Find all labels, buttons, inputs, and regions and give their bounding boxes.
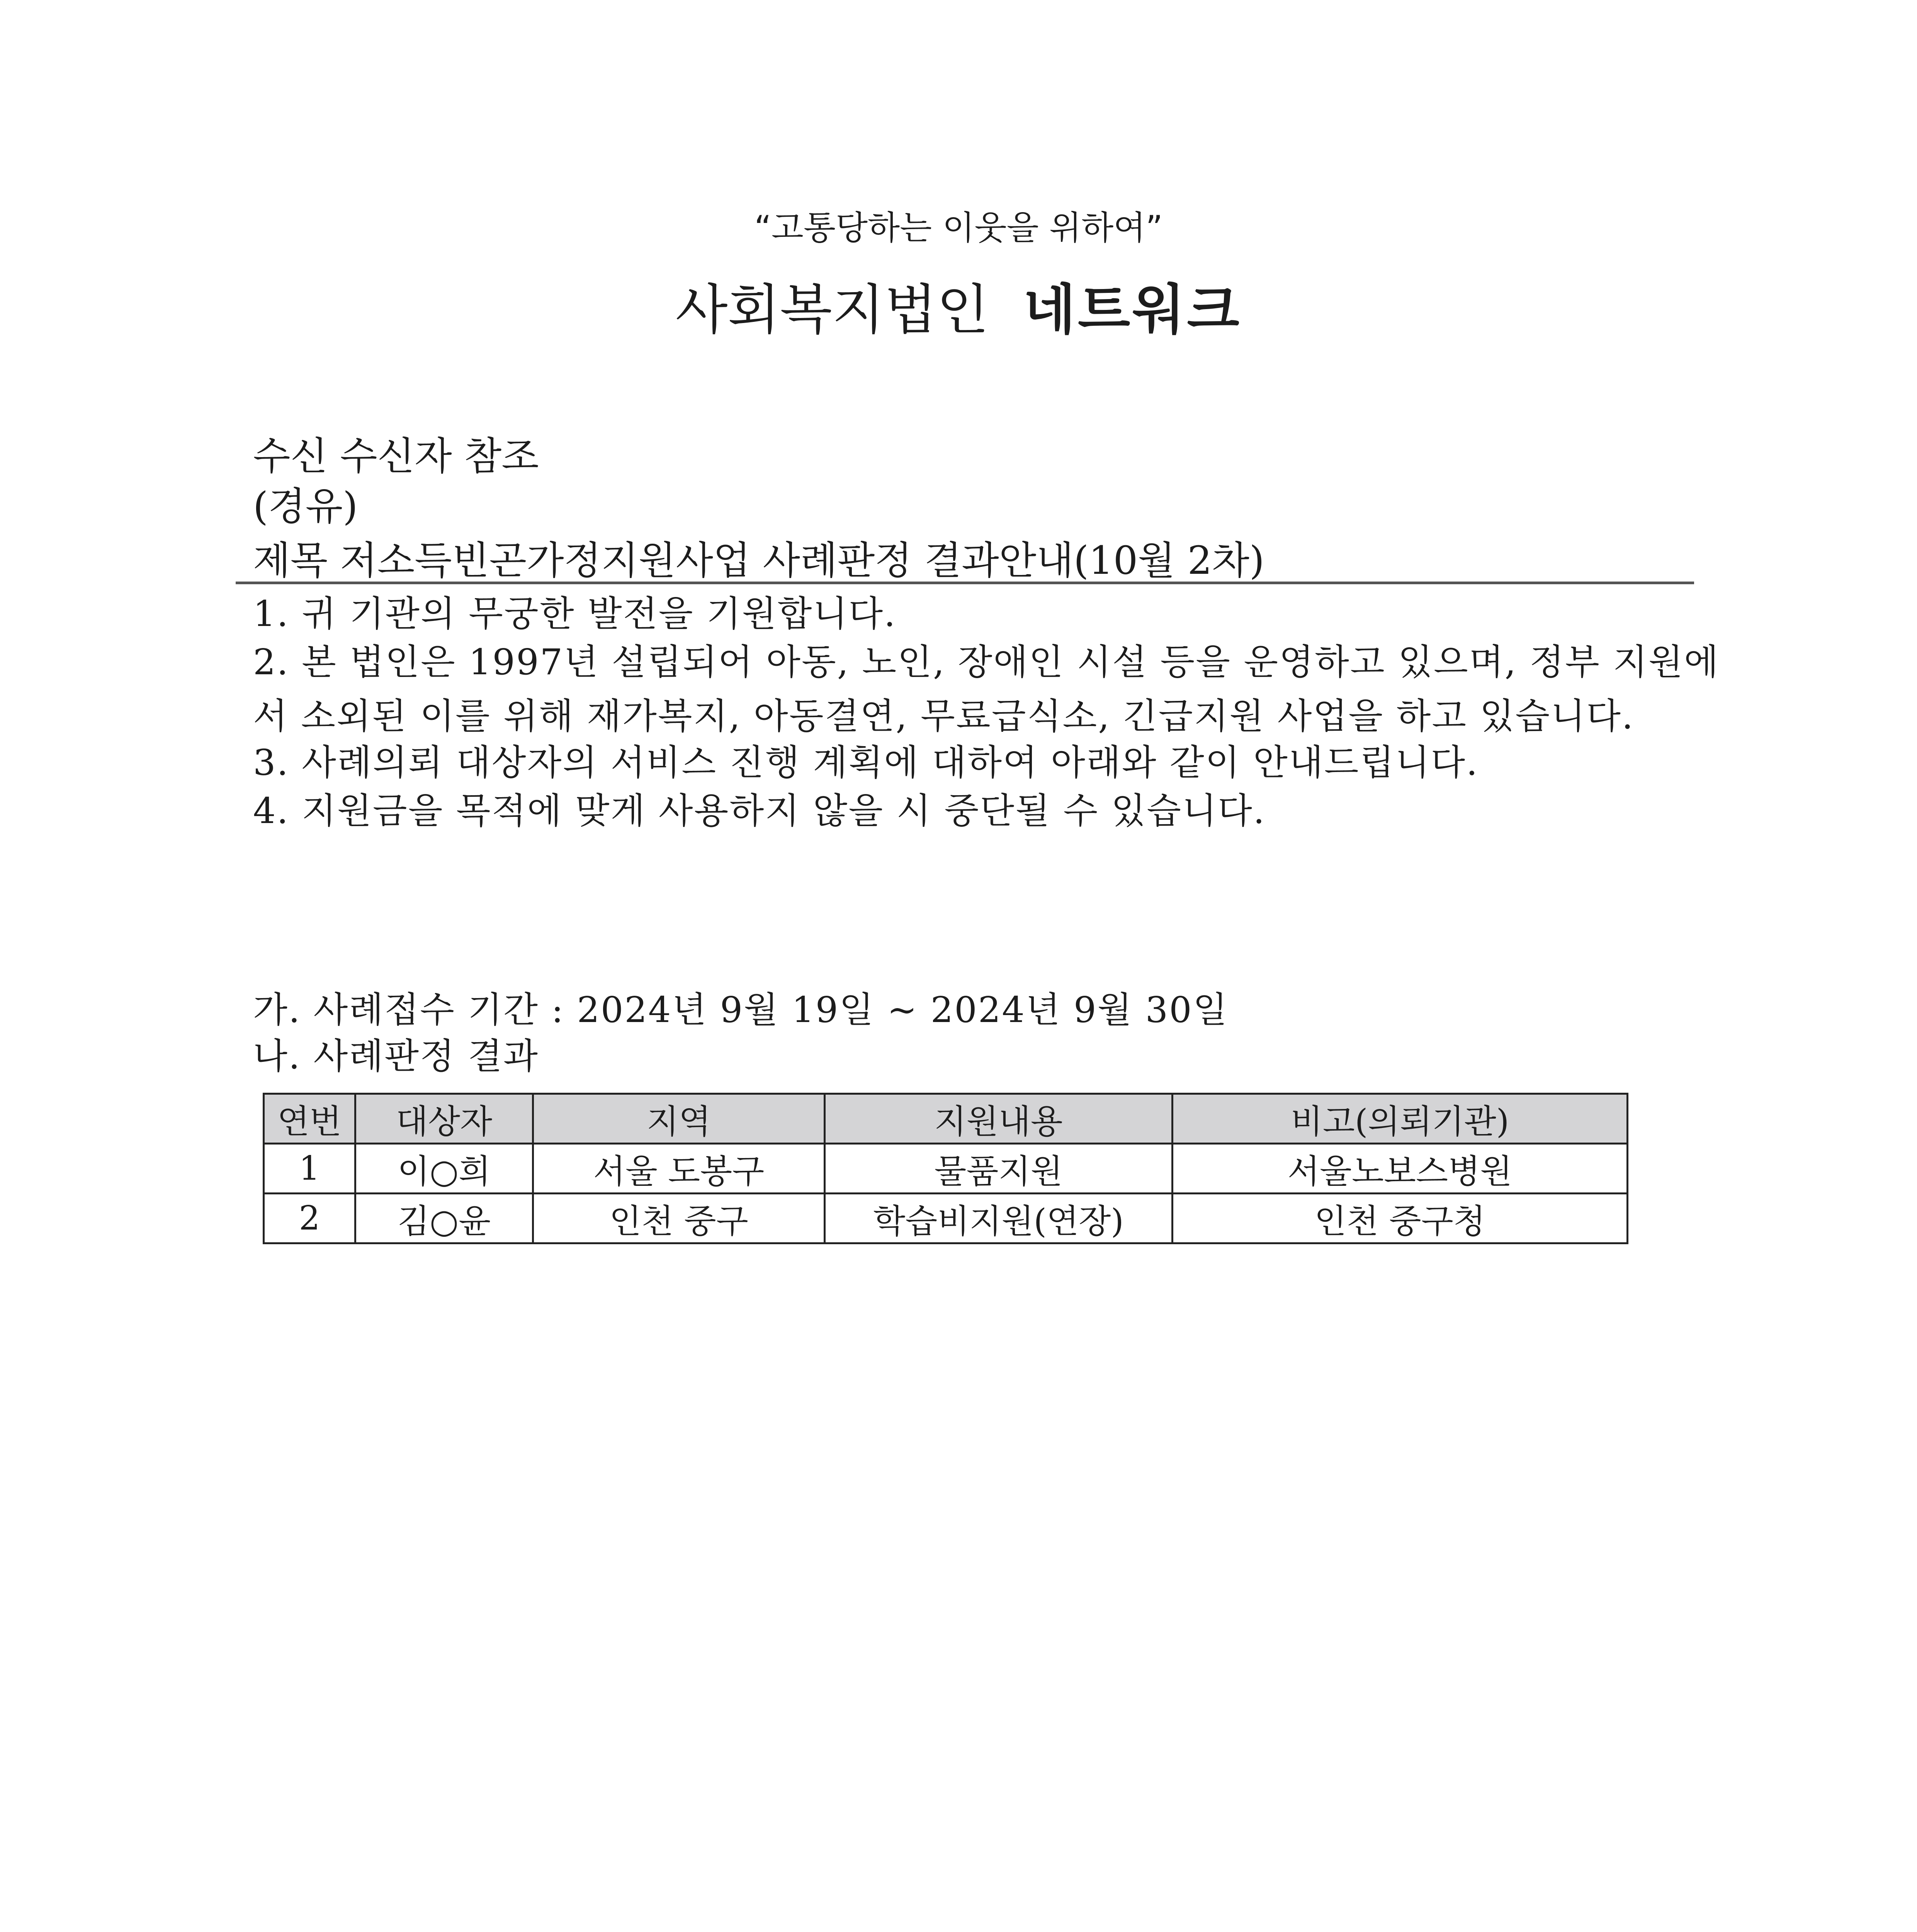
column-header-region: 지역 <box>533 1094 825 1144</box>
body-line-2: 2. 본 법인은 1997년 설립되어 아동, 노인, 장애인 시설 등을 운영하고 있으며, 정부 지원에 <box>253 641 1720 683</box>
cell-number: 2 <box>264 1194 355 1243</box>
cell-region: 인천 중구 <box>533 1194 825 1243</box>
result-heading: 나. 사례판정 결과 <box>253 1036 539 1077</box>
column-header-remarks: 비고(의뢰기관) <box>1173 1094 1628 1144</box>
cell-subject: 이○희 <box>355 1144 533 1194</box>
cell-subject: 김○윤 <box>355 1194 533 1243</box>
body-line-5: 4. 지원금을 목적에 맞게 사용하지 않을 시 중단될 수 있습니다. <box>253 790 1266 832</box>
body-line-3: 서 소외된 이를 위해 재가복지, 아동결연, 무료급식소, 긴급지원 사업을 하고 있습니다. <box>253 696 1635 737</box>
organization-prefix: 사회복지법인 <box>675 279 989 342</box>
body-line-1: 1. 귀 기관의 무궁한 발전을 기원합니다. <box>253 593 897 634</box>
subject-rule <box>236 582 1694 584</box>
column-header-subject: 대상자 <box>355 1094 533 1144</box>
period-line: 가. 사례접수 기간 : 2024년 9월 19일 ~ 2024년 9월 30일 <box>253 989 1229 1031</box>
cell-support: 물품지원 <box>825 1144 1173 1194</box>
organization-title <box>0 267 1917 344</box>
table-row <box>264 1194 1628 1243</box>
slogan: “고통당하는 이웃을 위하여” <box>754 209 1163 247</box>
table-header-row <box>264 1094 1628 1144</box>
cell-support: 학습비지원(연장) <box>825 1194 1173 1243</box>
via-line: (경유) <box>253 484 358 529</box>
cell-remarks: 인천 중구청 <box>1173 1194 1628 1243</box>
case-result-table <box>263 1093 1628 1244</box>
recipient-line: 수신 수신자 참조 <box>253 434 539 479</box>
cell-region: 서울 도봉구 <box>533 1144 825 1194</box>
cell-number: 1 <box>264 1144 355 1194</box>
body-line-4: 3. 사례의뢰 대상자의 서비스 진행 계획에 대하여 아래와 같이 안내드립니다. <box>253 742 1479 783</box>
column-header-number: 연번 <box>264 1094 355 1144</box>
column-header-support: 지원내용 <box>825 1094 1173 1144</box>
table-row <box>264 1144 1628 1194</box>
organization-name: 네트워크 <box>1023 279 1242 342</box>
subject-line: 제목 저소득빈곤가정지원사업 사례판정 결과안내(10월 2차) <box>253 538 1264 583</box>
cell-remarks: 서울노보스병원 <box>1173 1144 1628 1194</box>
